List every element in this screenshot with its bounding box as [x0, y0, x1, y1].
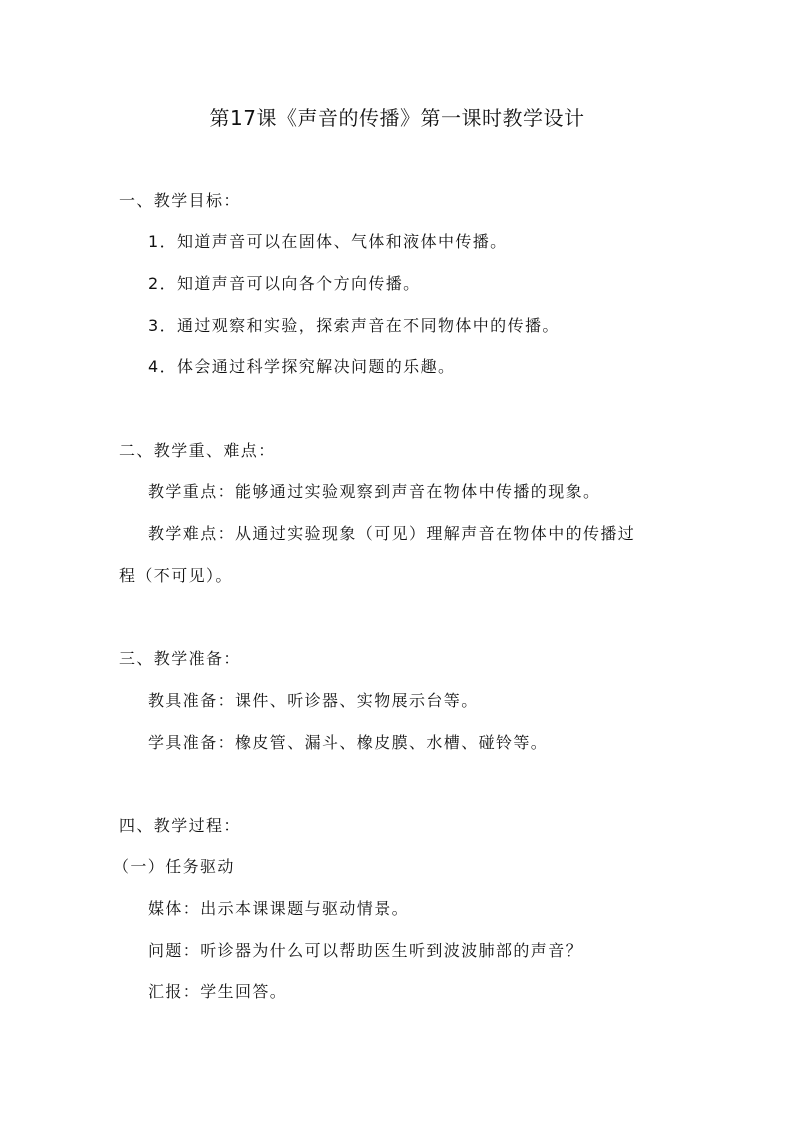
document-title: 第17课《声音的传播》第一课时教学设计 — [209, 106, 585, 130]
teacher-preparation: 教具准备：课件、听诊器、实物展示台等。 — [148, 691, 479, 710]
process-report: 汇报：学生回答。 — [148, 982, 288, 1001]
teaching-focus: 教学重点：能够通过实验观察到声音在物体中传播的现象。 — [148, 482, 601, 501]
objective-item-2: 2．知道声音可以向各个方向传播。 — [148, 274, 421, 293]
objective-item-4: 4．体会通过科学探究解决问题的乐趣。 — [148, 357, 456, 376]
process-question: 问题：听诊器为什么可以帮助医生听到波波肺部的声音？ — [148, 941, 584, 960]
process-subheading: （一）任务驱动 — [113, 857, 235, 876]
teaching-difficulty-line-1: 教学难点：从通过实验现象（可见）理解声音在物体中的传播过 — [148, 524, 636, 543]
process-media: 媒体：出示本课课题与驱动情景。 — [148, 899, 410, 918]
section-heading-key-points: 二、教学重、难点： — [119, 441, 276, 460]
objective-item-1: 1．知道声音可以在固体、气体和液体中传播。 — [148, 232, 508, 251]
student-preparation: 学具准备：橡皮管、漏斗、橡皮膜、水槽、碰铃等。 — [148, 733, 549, 752]
section-heading-objectives: 一、教学目标： — [119, 191, 241, 210]
section-heading-preparation: 三、教学准备： — [119, 649, 241, 668]
objective-item-3: 3．通过观察和实验，探索声音在不同物体中的传播。 — [148, 316, 560, 335]
section-heading-process: 四、教学过程： — [119, 816, 241, 835]
teaching-difficulty-line-2: 程（不可见）。 — [119, 566, 233, 585]
